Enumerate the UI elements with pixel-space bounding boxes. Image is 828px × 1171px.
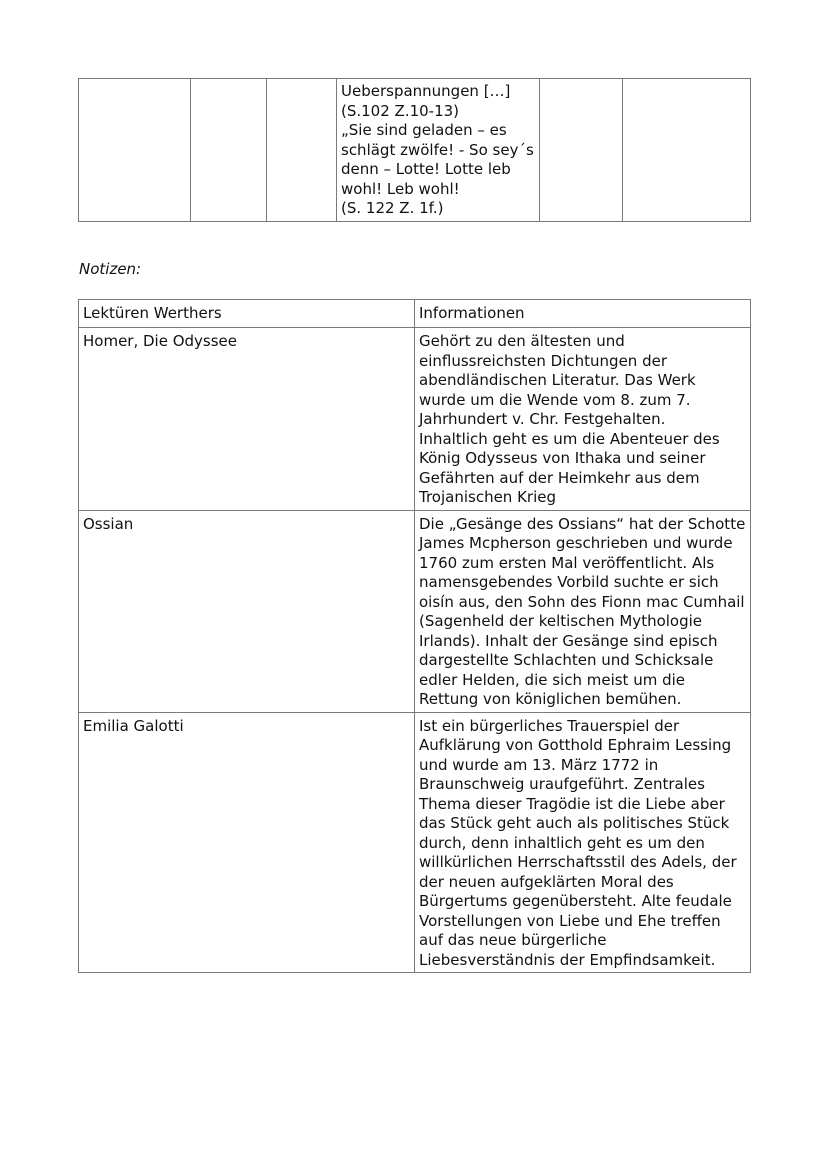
header-label: Informationen [419, 304, 525, 322]
notes-label: Notizen: [79, 260, 142, 278]
quote-text: Ueberspannungen […] (S.102 Z.10-13) „Sie sind geladen – es schlägt zwölfe! - So sey´s denn – Lotte! Lotte leb wohl! Leb wohl! (S. 122 Z. 1f.) [341, 82, 534, 217]
table-cell [623, 79, 751, 222]
info-cell [415, 712, 751, 973]
table-row [79, 712, 751, 973]
notes-table [78, 299, 751, 973]
reading-info: Gehört zu den ältesten und einflussreichsten Dichtungen der abendländischen Literatur. Das Werk wurde um die Wende vom 8. zum 7. Jahrhundert v. Chr. Festgehalten. Inhaltlich geht es um die Abenteuer des König Odysseus von Ithaka und seiner Gefährten auf der Heimkehr aus dem Trojanischen Krieg [419, 332, 720, 506]
info-cell [415, 510, 751, 712]
table-cell [540, 79, 623, 222]
header-cell [79, 300, 415, 328]
reading-info: Ist ein bürgerliches Trauerspiel der Aufklärung von Gotthold Ephraim Lessing und wurde am 13. März 1772 in Braunschweig uraufgeführt. Zentrales Thema dieser Tragödie ist die Liebe aber das Stück geht auch als politisches Stück durch, denn inhaltlich geht es um den willkürlichen Herrschaftsstil des Adels, der der neuen aufgeklärten Moral des Bürgertums gegenübersteht. Alte feudale Vorstellungen von Liebe und Ehe treffen auf das neue bürgerliche Liebesverständnis der Empfindsamkeit. [419, 716, 737, 969]
table-header-row [79, 300, 751, 328]
title-cell [79, 510, 415, 712]
reading-info: Die „Gesänge des Ossians“ hat der Schotte James Mcpherson geschrieben und wurde 1760 zum ersten Mal veröffentlicht. Als namensgebendes Vorbild suchte er sich oisín aus, den Sohn des Fionn mac Cumhail (Sagenheld der keltischen Mythologie Irlands). Inhalt der Gesänge sind episch dargestellte Schlachten und Schicksale edler Helden, die sich meist um die Rettung von königlichen bemühen. [419, 514, 746, 708]
quotes-table [78, 78, 751, 222]
reading-title: Ossian [83, 514, 134, 533]
table-row [79, 79, 751, 222]
header-cell [415, 300, 751, 328]
table-row [79, 328, 751, 511]
reading-title: Emilia Galotti [83, 716, 184, 735]
info-cell [415, 328, 751, 511]
table-row [79, 510, 751, 712]
quote-cell [337, 79, 540, 222]
title-cell [79, 328, 415, 511]
header-label: Lektüren Werthers [83, 304, 222, 322]
reading-title: Homer, Die Odyssee [83, 332, 238, 350]
title-cell [79, 712, 415, 973]
table-cell [267, 79, 337, 222]
table-cell [191, 79, 267, 222]
table-cell [79, 79, 191, 222]
